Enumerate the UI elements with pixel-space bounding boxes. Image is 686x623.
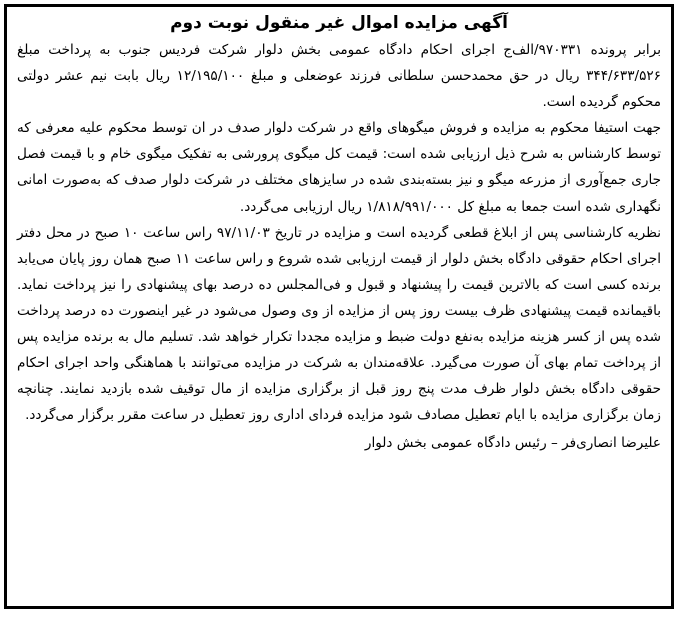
notice-signature: علیرضا انصاری‌فر – رئیس دادگاه عمومی بخش دلوار [364, 435, 661, 452]
notice-paragraph-auction-terms: نظریه کارشناسی پس از ابلاغ قطعی گردیده است و مزایده در تاریخ ۹۷/۱۱/۰۳ راس ساعت ۱۰ صبح در محل دفتر اجرای احکام حقوقی دادگاه بخش دلوار از قیمت ارزیابی شده شروع و راس ساعت ۱۱ صبح همان روز پایان می‌یابد برنده کسی است که بالاترین قیمت را پیشنهاد و قبول و فی‌المجلس ده درصد بهای پیشنهادی را نیز پرداخت نماید. باقیمانده قیمت پیشنهادی ظرف بیست روز پس از مزایده از وی وصول می‌شود در غیر اینصورت ده درصد پرداخت شده پس از کسر هزینه مزایده به‌نفع دولت ضبط و مزایده مجددا تکرار خواهد شد. تسلیم مال به برنده مزایده پس از پرداخت تمام بهای آن صورت می‌گیرد. علاقه‌مندان به شرکت در مزایده می‌توانند با هماهنگی واحد اجرای احکام حقوقی دادگاه بخش دلوار ظرف مدت پنج روز قبل از برگزاری مزایده از مال توقیف شده بازدید نمایند. چنانچه زمان برگزاری مزایده با ایام تعطیل مصادف شود مزایده فردای اداری روز تعطیل در ساعت مقرر برگزار می‌گردد. [17, 224, 662, 424]
notice-paragraph-debt: برابر پرونده ۹۷۰۳۳۱/الف‌ج اجرای احکام دادگاه عمومی بخش دلوار شرکت فردیس جنوب به پرداخت مبلغ ۳۴۴/۶۳۳/۵۲۶ ریال در حق محمدحسن سلطانی فرزند عوضعلی و مبلغ ۱۲/۱۹۵/۱۰۰ ریال بابت نیم عشر دولتی محکوم گردیده است. [17, 42, 661, 111]
notice-frame [4, 4, 674, 609]
notice-paragraph-asset: جهت استیفا محکوم به مزایده و فروش میگوهای واقع در شرکت دلوار صدف در ان توسط محکوم علیه معرفی که توسط کارشناس به شرح ذیل ارزیابی شده است: قیمت کل میگوی پرورشی به تفکیک میگوی خام و با قیمت فصل جاری جمع‌آوری از مزرعه میگو و نیز بسته‌بندی شده در سایزهای مختلف در شرکت دلوار صدف که به‌صورت امانی نگهداری شده است جمعا به مبلغ کل ۱/۸۱۸/۹۹۱/۰۰۰ ریال ارزیابی می‌گردد. [17, 120, 661, 215]
notice-title: آگهی مزایده اموال غیر منقول نوبت دوم [170, 13, 508, 33]
